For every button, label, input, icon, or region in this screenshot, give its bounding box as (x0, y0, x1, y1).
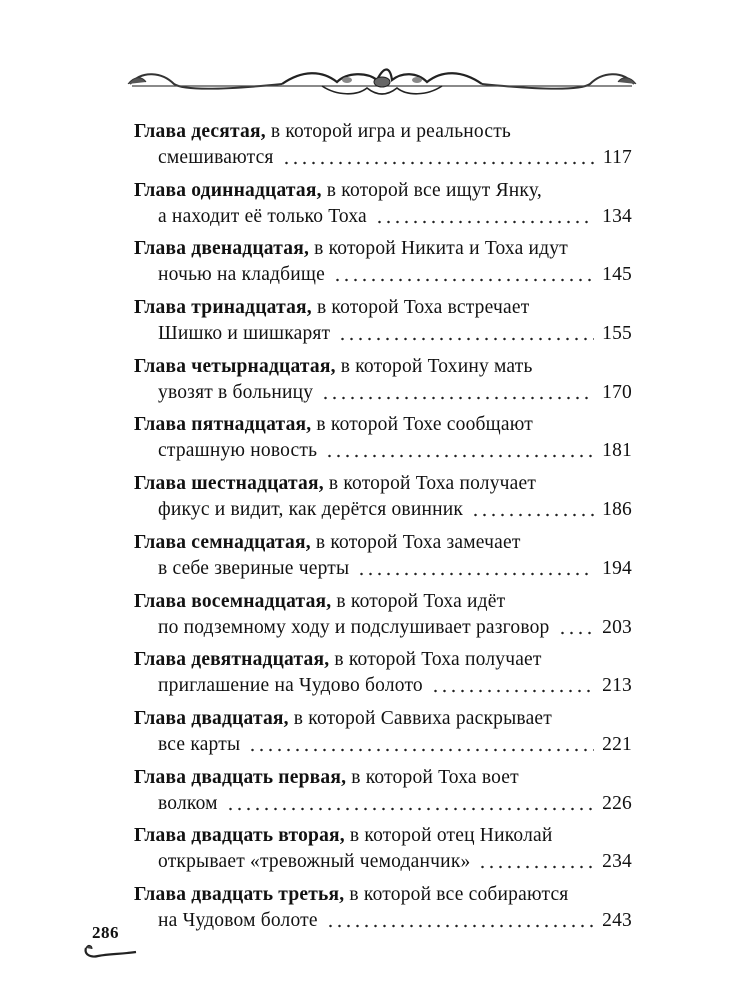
chapter-description-continued: в себе звериные черты (158, 557, 350, 579)
chapter-description: в которой Тоха встречает (311, 297, 530, 319)
chapter-description-continued: а находит её только Тоха (158, 205, 367, 227)
decorative-ornament-top (122, 62, 642, 102)
toc-entry[interactable] (134, 296, 634, 355)
dot-leader (333, 278, 594, 282)
dot-leader (226, 807, 594, 811)
chapter-description-continued: по подземному ходу и подслушивает разговор (158, 616, 550, 638)
page-ref: 155 (602, 323, 632, 345)
chapter-description-continued: Шишко и шишкарят (158, 323, 331, 345)
decorative-ornament-bottom (82, 942, 140, 960)
toc-entry[interactable] (134, 648, 634, 707)
dot-leader (375, 220, 594, 224)
chapter-name: Глава пятнадцатая, (134, 414, 312, 436)
page-ref: 221 (602, 733, 632, 755)
page-ref: 181 (602, 440, 632, 462)
page-number: 286 (92, 923, 119, 942)
chapter-description: в которой Тоха получает (329, 649, 542, 671)
chapter-description-continued: ночью на кладбище (158, 264, 325, 286)
dot-leader (357, 572, 594, 576)
chapter-name: Глава четырнадцатая, (134, 355, 336, 377)
chapter-description-continued: смешиваются (158, 147, 274, 168)
chapter-name: Глава одиннадцатая, (134, 179, 322, 201)
toc-entry[interactable] (134, 531, 634, 590)
dot-leader (478, 865, 594, 869)
chapter-description: в которой все собираются (344, 883, 569, 905)
toc-entry[interactable] (134, 237, 634, 296)
chapter-description: в которой Тоха замечает (310, 531, 521, 553)
entry-title-line (134, 413, 533, 437)
toc-entry[interactable] (134, 120, 634, 179)
entry-title-line (134, 531, 521, 555)
dot-leader (326, 924, 594, 928)
page-ref: 203 (602, 616, 632, 638)
chapter-name: Глава двадцать третья, (134, 883, 345, 905)
entry-title-line (134, 120, 511, 144)
toc-entry[interactable] (134, 413, 634, 472)
dot-leader (248, 748, 594, 752)
page-ref: 134 (602, 205, 632, 227)
entry-title-line (134, 472, 536, 496)
entry-title-line (134, 296, 529, 320)
entry-title-line (134, 883, 568, 907)
chapter-description-continued: страшную новость (158, 440, 318, 462)
dot-leader (282, 161, 595, 165)
dot-leader (471, 513, 594, 517)
entry-title-line (134, 237, 568, 261)
toc-entry[interactable] (134, 883, 634, 942)
chapter-name: Глава двадцать первая, (134, 766, 347, 788)
chapter-description-continued: фикус и видит, как дерётся овинник (158, 499, 464, 521)
toc-entry[interactable] (134, 355, 634, 414)
entry-title-line (134, 707, 552, 731)
toc-entry[interactable] (134, 179, 634, 238)
chapter-description-continued: волком (158, 792, 218, 814)
chapter-description: в которой Саввиха раскрывает (288, 707, 552, 729)
chapter-description: в которой Никита и Тоха идут (309, 238, 568, 260)
toc-entry[interactable] (134, 707, 634, 766)
chapter-name: Глава девятнадцатая, (134, 649, 330, 671)
chapter-name: Глава шестнадцатая, (134, 473, 324, 495)
entry-title-line (134, 179, 542, 203)
dot-leader (338, 337, 594, 341)
page-ref: 234 (602, 851, 632, 873)
page-ref: 226 (602, 792, 632, 814)
chapter-name: Глава двенадцатая, (134, 238, 310, 260)
chapter-description-continued: приглашение на Чудово болото (158, 675, 423, 697)
chapter-name: Глава тринадцатая, (134, 297, 312, 319)
chapter-name: Глава семнадцатая, (134, 531, 311, 553)
chapter-description: в которой отец Николай (344, 825, 553, 847)
chapter-name: Глава двадцатая, (134, 707, 289, 729)
chapter-name: Глава десятая, (134, 121, 266, 142)
chapter-description-continued: все карты (158, 733, 241, 755)
chapter-description-continued: увозят в больницу (158, 381, 314, 403)
chapter-description: в которой Тоха идёт (331, 590, 506, 612)
page-ref: 117 (602, 147, 632, 168)
chapter-name: Глава двадцать вторая, (134, 825, 345, 847)
chapter-name: Глава восемнадцатая, (134, 590, 332, 612)
chapter-description: в которой Тоха получает (323, 473, 537, 495)
toc-entry[interactable] (134, 472, 634, 531)
dot-leader (558, 631, 595, 635)
table-of-contents (134, 120, 634, 942)
entry-title-line (134, 590, 505, 614)
page-ref: 170 (602, 381, 632, 403)
entry-title-line (134, 824, 553, 848)
entry-title-line (134, 648, 542, 672)
chapter-description: в которой Тохе сообщают (311, 414, 533, 436)
chapter-description: в которой Тохину мать (335, 355, 533, 377)
toc-entry[interactable] (134, 824, 634, 883)
chapter-description-continued: на Чудовом болоте (158, 909, 318, 931)
page-ref: 194 (602, 557, 632, 579)
page-ref: 213 (602, 675, 632, 697)
page-ref: 145 (602, 264, 632, 286)
dot-leader (325, 454, 594, 458)
toc-entry[interactable] (134, 590, 634, 649)
toc-entry[interactable] (134, 766, 634, 825)
chapter-description: в которой все ищут Янку, (321, 179, 542, 201)
dot-leader (431, 689, 594, 693)
dot-leader (321, 396, 594, 400)
page-ref: 186 (602, 499, 632, 521)
chapter-description: в которой Тоха воет (346, 766, 519, 788)
chapter-description-continued: открывает «тревожный чемоданчик» (158, 851, 471, 873)
entry-title-line (134, 355, 533, 379)
entry-title-line (134, 766, 519, 790)
chapter-description: в которой игра и реальность (265, 121, 512, 142)
page-ref: 243 (602, 909, 632, 931)
